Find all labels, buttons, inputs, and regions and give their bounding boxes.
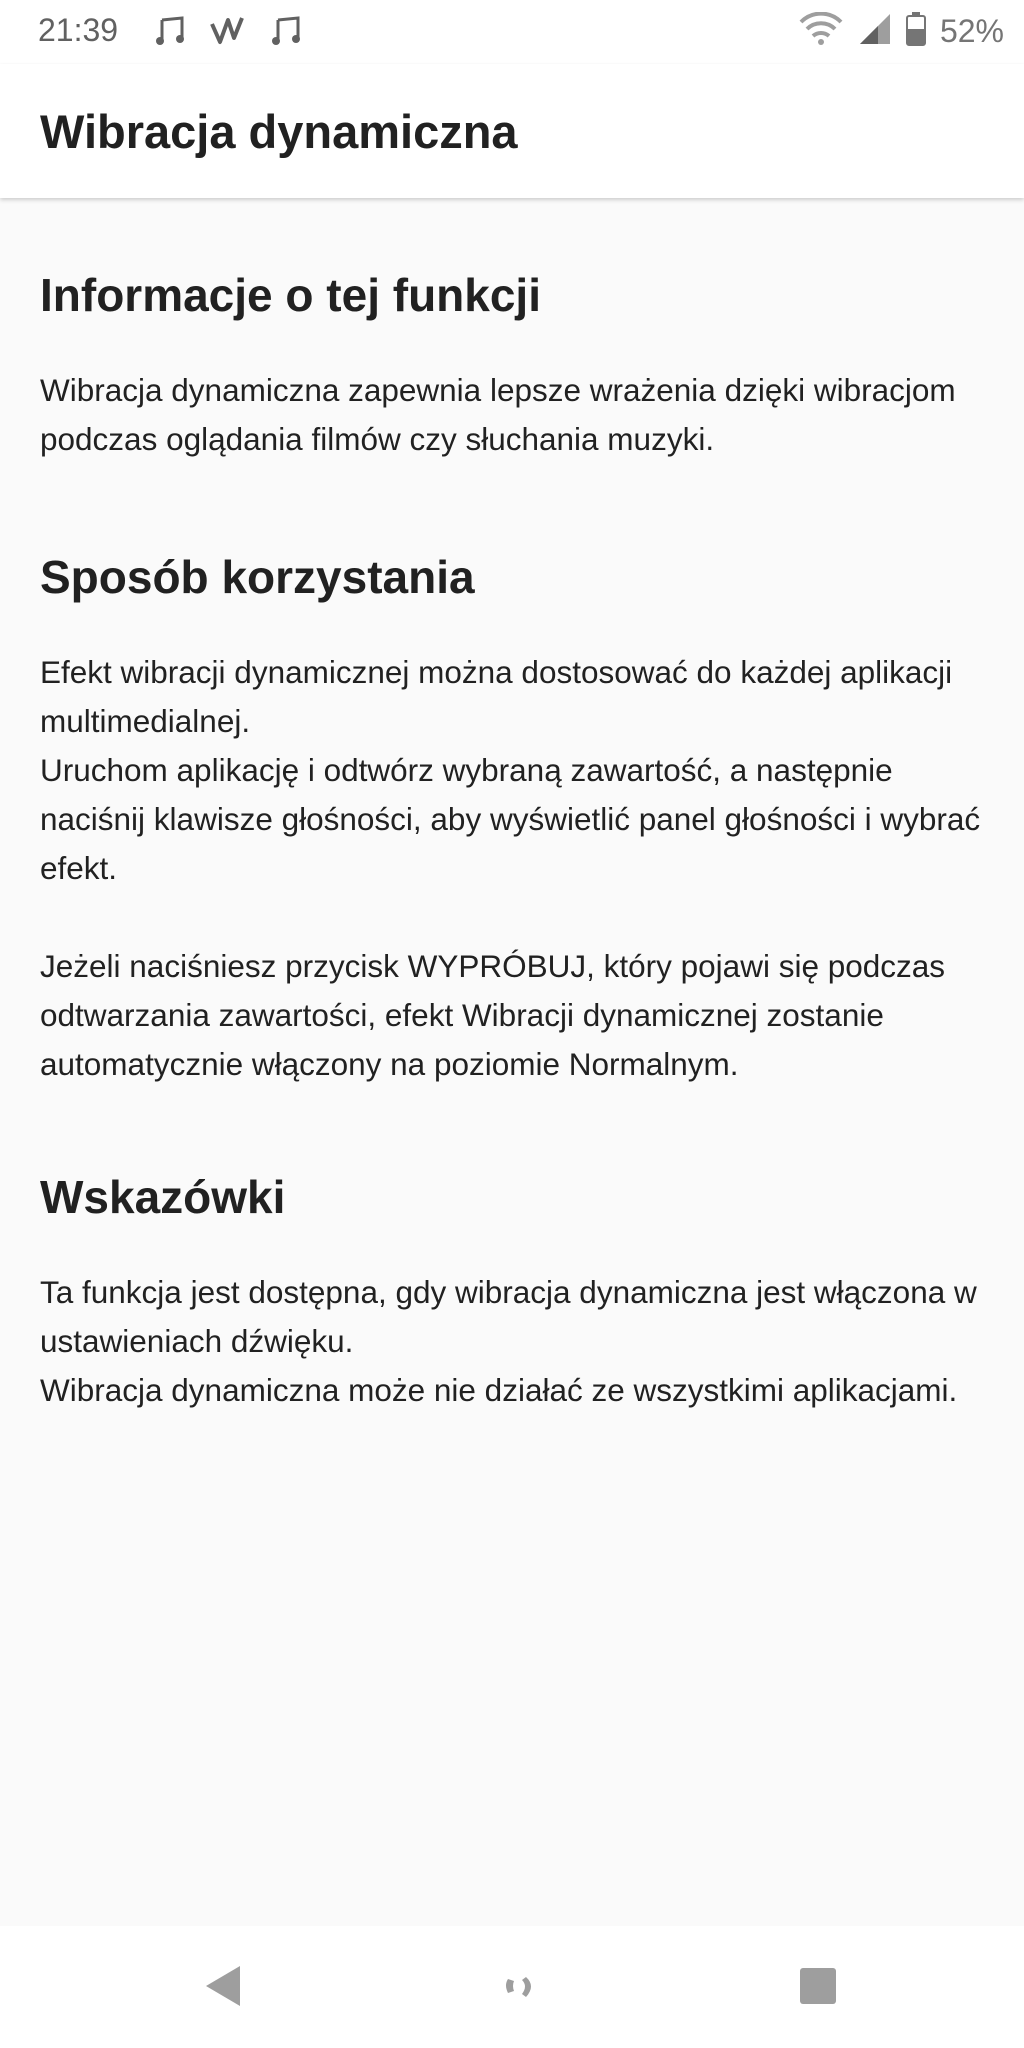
status-time: 21:39 [38,12,119,48]
section-heading-tips: Wskazówki [40,1171,286,1223]
home-button[interactable] [498,1964,546,2012]
battery-icon [906,12,926,51]
music-note-icon [156,14,188,48]
battery-percent: 52% [939,13,1004,49]
wifi-icon [798,12,844,51]
cell-signal-icon [858,12,892,51]
back-triangle-icon [204,1964,244,2013]
vibration-icon [210,14,250,48]
section-heading-about: Informacje o tej funkcji [40,269,541,321]
notification-icons [156,14,304,48]
section-heading-usage: Sposób korzystania [40,551,475,603]
section-body-tips: Ta funkcja jest dostępna, gdy wibracja dynamiczna jest włączona w ustawieniach dźwięku. Wibracja dynamiczna może nie działać ze wszystkimi aplikacjami. [40,1274,977,1408]
home-icon [502,1971,542,2006]
recents-square-icon [798,1966,838,2011]
page-title: Wibracja dynamiczna [40,105,518,158]
status-bar [0,0,1024,64]
recents-button[interactable] [794,1964,842,2012]
app-bar [0,64,1024,198]
navigation-bar [0,1926,1024,2048]
section-body-usage: Efekt wibracji dynamicznej można dostosować do każdej aplikacji multimedialnej. Uruchom aplikację i odtwórz wybraną zawartość, a następnie naciśnij klawisze głośności, aby wyświetlić panel głośności i wybrać efekt. Jeżeli naciśniesz przycisk WYPRÓBUJ, który pojawi się podczas odtwarzania zawartości, efekt Wibracji dynamicznej zostanie automatycznie włączony na poziomie Normalnym. [40,654,981,1082]
music-note-icon [272,14,304,48]
section-body-about: Wibracja dynamiczna zapewnia lepsze wrażenia dzięki wibracjom podczas oglądania filmów czy słuchania muzyki. [40,372,956,457]
back-button[interactable] [200,1964,248,2012]
